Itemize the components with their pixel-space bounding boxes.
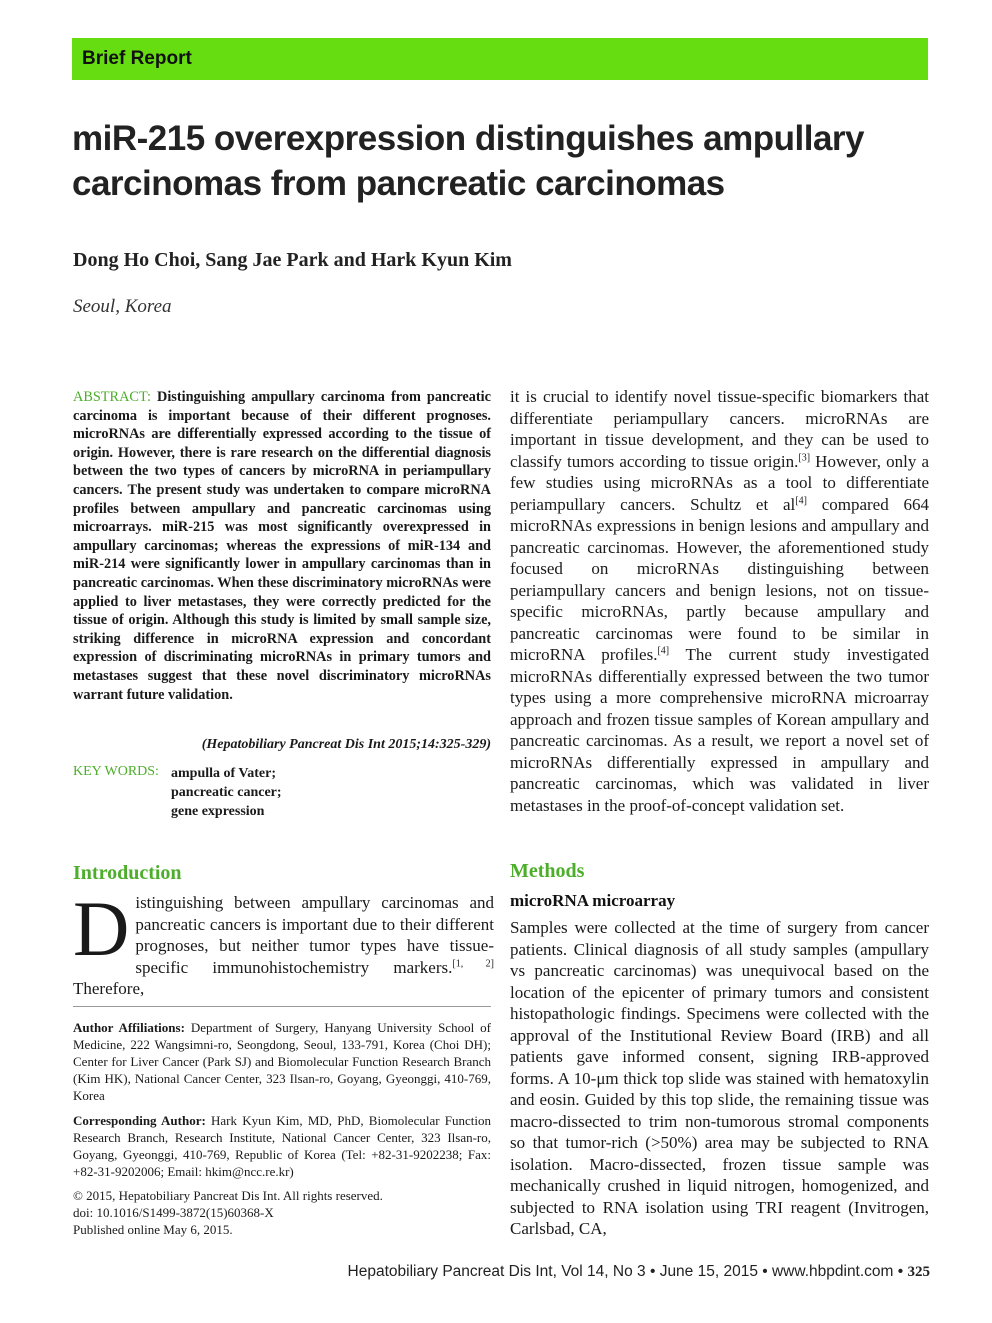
intro-paragraph: istinguishing between ampullary carcinomas and pancreatic cancers is important due to their different prognoses, but neither tumor types have tissue-specific immunohistochemistry markers. [135, 893, 494, 977]
methods-heading: Methods [510, 860, 585, 882]
corresponding-text: Hark Kyun Kim, MD, PhD, Biomolecular Function Research Branch, Research Institute, National Cancer Center, 323 Ilsan-ro, Goyang, Gyeonggi, 410-769, Republic of Korea (Tel: +82-31-9202238; Fax: +82-31-9202006; Email: hkim@ncc.re.kr) [73, 1113, 491, 1179]
page-number: 325 [907, 1264, 930, 1280]
doi-line: doi: 10.1016/S1499-3872(15)60368-X [73, 1205, 274, 1220]
paragraph-text: The current study investigated microRNAs differentially expressed between the two tumor types using a more comprehensive microRNA microarray approach and frozen tissue samples of Korean ampullary and pancreatic carcinomas. As a result, we report a novel set of microRNAs differentially expressed in ampullary and pancreatic carcinomas, which was validated in liver metastases in the proof-of-concept validation set. [510, 645, 929, 815]
author-list: Dong Ho Choi, Sang Jae Park and Hark Kyun Kim [73, 249, 512, 271]
copyright-line: © 2015, Hepatobiliary Pancreat Dis Int. All rights reserved. [73, 1188, 383, 1203]
methods-text: Samples were collected at the time of surgery from cancer patients. Clinical diagnosis of all study samples (ampullary vs pancreatic carcinomas) was unequivocal based on the location of the epicenter of primary tumors and consistent histopathologic findings. Specimens were collected with the approval of the Institutional Review Board (IRB) and all patients gave informed consent, signing IRB-approved forms. A 10-μm thick top slide was stained with hematoxylin and eosin. Guided by this top slide, the remaining tissue was macro-dissected to trim non-tumorous stromal components so that tumor-rich (>50%) area may be subjected to RNA isolation. Macro-dissected, frozen tissue sample was mechanically crushed in liquid nitrogen, homogenized, and subjected to RNA isolation using TRI reagent (Invitrogen, Carlsbad, CA, [510, 918, 929, 1238]
affiliations-label: Author Affiliations: [73, 1020, 185, 1035]
article-type-label: Brief Report [82, 48, 192, 69]
methods-subheading: microRNA microarray [510, 891, 676, 910]
footer-journal-info: Hepatobiliary Pancreat Dis Int, Vol 14, No 3 • June 15, 2015 • www.hbpdint.com • [347, 1263, 904, 1280]
copyright-block [73, 1187, 383, 1238]
abstract-label: ABSTRACT: [73, 389, 151, 405]
reference-link[interactable]: [3] [798, 451, 811, 463]
affiliations-text: Department of Surgery, Hanyang University School of Medicine, 222 Wangsimni-ro, Seongdong, Seoul, 133-791, Korea (Choi DH); Center for Liver Cancer (Park SJ) and Biomolecular Function Research Branch (Kim HK), National Cancer Center, 323 Ilsan-ro, Goyang, Gyeonggi, 410-769, Korea [73, 1020, 492, 1103]
published-line: Published online May 6, 2015. [73, 1222, 233, 1237]
keywords-list [171, 764, 282, 821]
introduction-text [73, 885, 494, 1000]
section-banner [72, 38, 928, 80]
paragraph-text: compared 664 microRNAs expressions in benign lesions and ampullary and pancreatic carcinomas. However, the aforementioned study focused on microRNAs distinguishing between periampullary cancers and benign lesions, not on tissue-specific microRNAs, partly because ampullary and pancreatic carcinomas were found to be similar in microRNA profiles. [510, 494, 929, 664]
page-footer [270, 1263, 930, 1281]
author-location: Seoul, Korea [73, 296, 172, 317]
introduction-continued [510, 386, 929, 816]
affiliation-divider [73, 1006, 491, 1007]
paragraph-text: However, only a few studies using microRNAs as a tool to differentiate periampullary cancers. Schultz et al [510, 451, 929, 514]
reference-link[interactable]: [4] [795, 494, 807, 506]
reference-link[interactable]: [4] [657, 645, 670, 657]
corresponding-author [73, 1112, 491, 1180]
keyword-item: gene expression [171, 804, 265, 819]
abstract-citation: (Hepatobiliary Pancreat Dis Int 2015;14:325-329) [201, 737, 491, 752]
abstract-text: Distinguishing ampullary carcinoma from pancreatic carcinoma is important because of their different prognoses. microRNAs are differentially expressed according to the tissue of origin. However, there is rare research on the differential diagnosis between the two types of cancers by microRNA in periampullary cancers. The present study was undertaken to compare microRNA profiles between ampullary and pancreatic carcinomas using microarrays. miR-215 was most significantly overexpressed in ampullary carcinomas; whereas the expressions of miR-134 and miR-214 were significantly lower in ampullary carcinomas than in pancreatic carcinomas. When these discriminatory microRNAs were applied to liver metastases, they were correctly predicted for the tissue of origin. Although this study is limited by small sample size, striking difference in microRNA expression and concordant expression of discriminating microRNAs in primary tumors and metastases suggest that these novel discriminatory microRNAs warrant future validation. [73, 389, 491, 703]
article-title: miR-215 overexpression distinguishes ampullary carcinomas from pancreatic carcinomas [72, 119, 865, 203]
abstract [73, 388, 491, 704]
introduction-heading: Introduction [73, 862, 182, 884]
keyword-item: ampulla of Vater; [171, 766, 276, 781]
author-affiliations [73, 1019, 491, 1104]
paragraph-text: it is crucial to identify novel tissue-specific biomarkers that differentiate periampullary cancers. microRNAs are important in tissue development, and they can be used to classify tumors according to tissue origin. [510, 387, 929, 471]
reference-link[interactable]: [1, 2] [452, 957, 494, 969]
corresponding-label: Corresponding Author: [73, 1113, 206, 1128]
keyword-item: pancreatic cancer; [171, 785, 282, 800]
intro-paragraph-end: Therefore, [73, 979, 145, 998]
keywords-label: KEY WORDS: [73, 764, 159, 779]
drop-cap: D [73, 885, 130, 972]
